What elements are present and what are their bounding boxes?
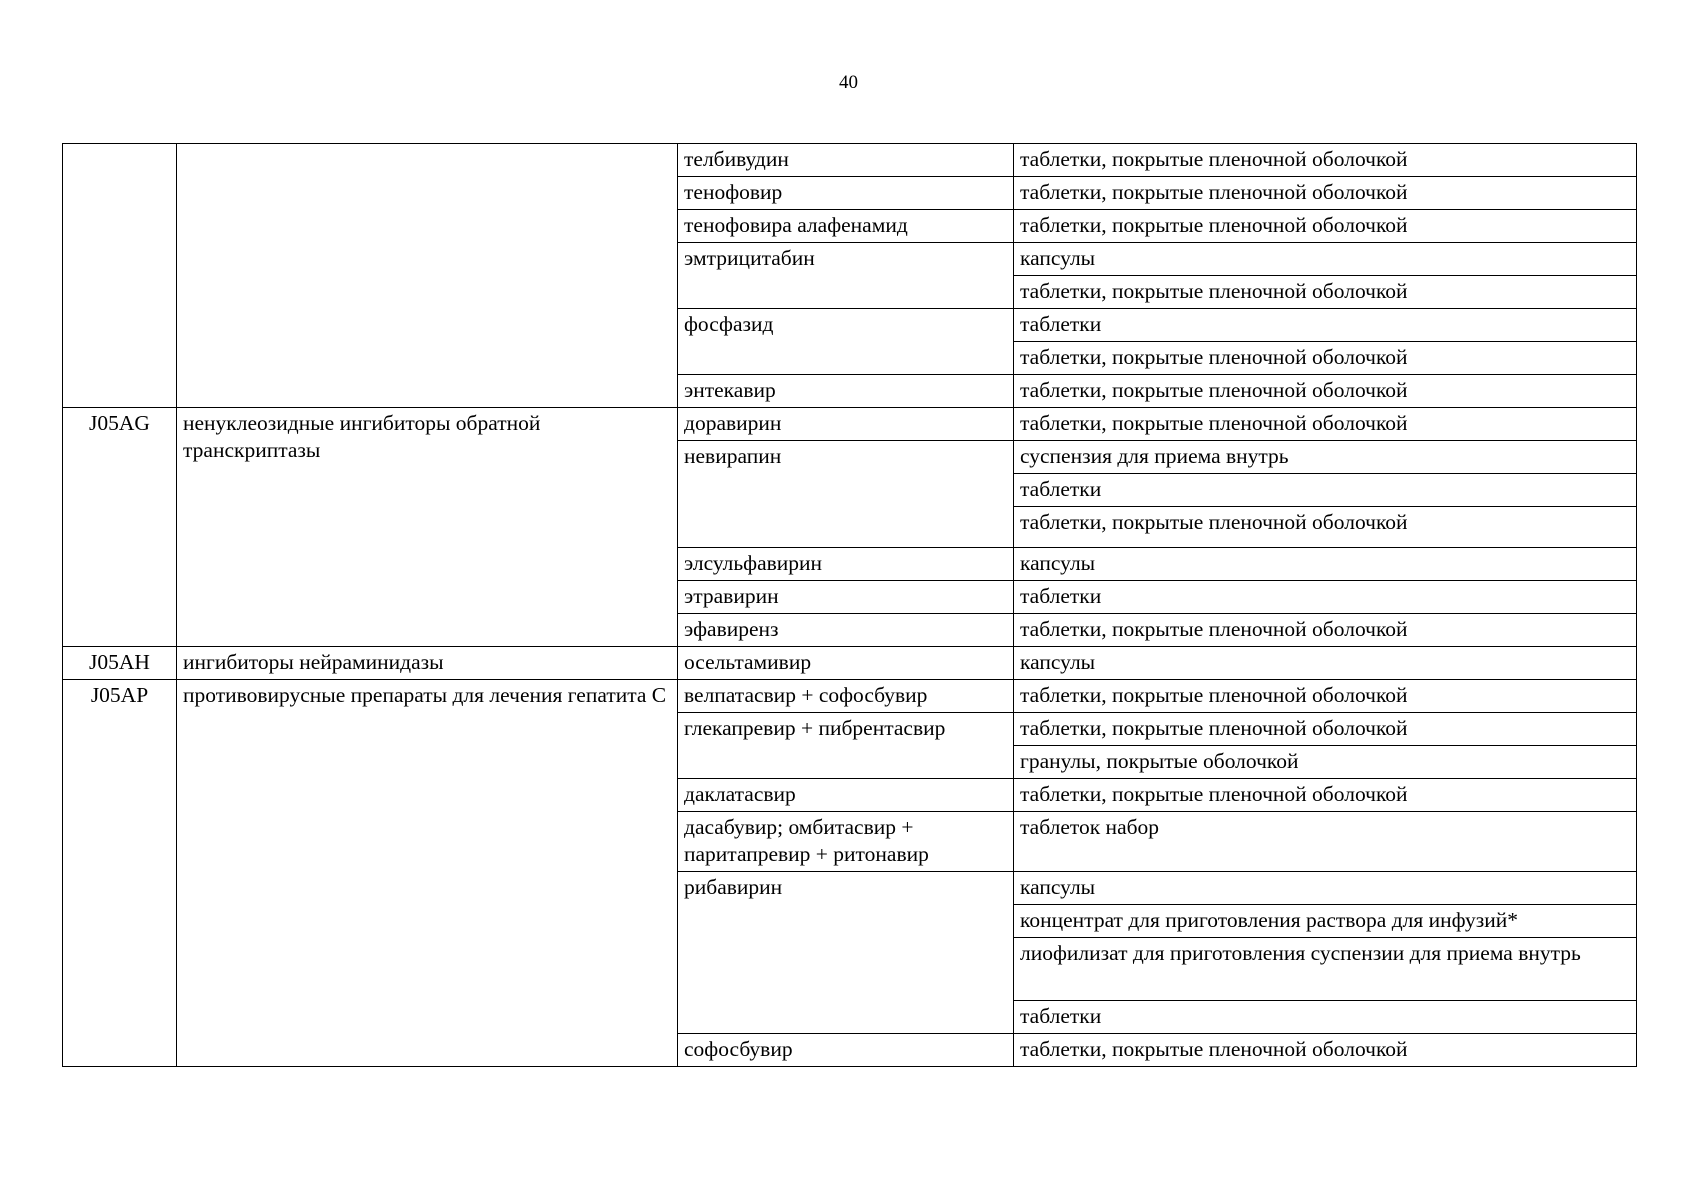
drug-name-cell: этравирин	[678, 581, 1014, 614]
drug-name-cell: телбивудин	[678, 144, 1014, 177]
dosage-form-cell: таблетки	[1014, 309, 1637, 342]
dosage-form-cell: таблетки, покрытые пленочной оболочкой	[1014, 1034, 1637, 1067]
dosage-form-cell: таблетки, покрытые пленочной оболочкой	[1014, 375, 1637, 408]
drug-name-cell: глекапревир + пибрентасвир	[678, 713, 1014, 779]
dosage-form-cell: капсулы	[1014, 647, 1637, 680]
drug-name-cell: велпатасвир + софосбувир	[678, 680, 1014, 713]
table-row	[63, 647, 1637, 680]
dosage-form-cell: капсулы	[1014, 243, 1637, 276]
drug-name-cell: элсульфавирин	[678, 548, 1014, 581]
drug-name-cell: энтекавир	[678, 375, 1014, 408]
atc-code-cell: J05AH	[63, 647, 177, 680]
dosage-form-cell: таблетки, покрытые пленочной оболочкой	[1014, 779, 1637, 812]
group-name-cell: ингибиторы нейраминидазы	[177, 647, 678, 680]
dosage-form-cell: концентрат для приготовления раствора для инфузий*	[1014, 905, 1637, 938]
dosage-form-cell: капсулы	[1014, 548, 1637, 581]
drug-name-cell: невирапин	[678, 441, 1014, 548]
dosage-form-cell: таблетки, покрытые пленочной оболочкой	[1014, 144, 1637, 177]
page-number: 40	[839, 72, 858, 93]
dosage-form-cell: таблетки, покрытые пленочной оболочкой	[1014, 680, 1637, 713]
atc-code-cell: J05AP	[63, 680, 177, 1067]
dosage-form-cell: таблетки, покрытые пленочной оболочкой	[1014, 342, 1637, 375]
table-row	[63, 680, 1637, 713]
drug-table-body	[63, 144, 1637, 1067]
drug-name-cell: рибавирин	[678, 872, 1014, 1034]
drug-name-cell: осельтамивир	[678, 647, 1014, 680]
dosage-form-cell: капсулы	[1014, 872, 1637, 905]
dosage-form-cell: суспензия для приема внутрь	[1014, 441, 1637, 474]
drug-table	[62, 143, 1637, 1067]
atc-code-cell	[63, 144, 177, 408]
drug-name-cell: дасабувир; омбитасвир + паритапревир + ритонавир	[678, 812, 1014, 872]
drug-name-cell: фосфазид	[678, 309, 1014, 375]
dosage-form-cell: таблеток набор	[1014, 812, 1637, 872]
dosage-form-cell: таблетки, покрытые пленочной оболочкой	[1014, 408, 1637, 441]
drug-name-cell: даклатасвир	[678, 779, 1014, 812]
table-row	[63, 408, 1637, 441]
atc-code-cell: J05AG	[63, 408, 177, 647]
drug-name-cell: эмтрицитабин	[678, 243, 1014, 309]
dosage-form-cell: таблетки	[1014, 474, 1637, 507]
table-row	[63, 144, 1637, 177]
drug-name-cell: тенофовира алафенамид	[678, 210, 1014, 243]
dosage-form-cell: таблетки, покрытые пленочной оболочкой	[1014, 614, 1637, 647]
group-name-cell: противовирусные препараты для лечения гепатита С	[177, 680, 678, 1067]
dosage-form-cell: таблетки, покрытые пленочной оболочкой	[1014, 276, 1637, 309]
dosage-form-cell: таблетки, покрытые пленочной оболочкой	[1014, 177, 1637, 210]
drug-name-cell: доравирин	[678, 408, 1014, 441]
group-name-cell	[177, 144, 678, 408]
dosage-form-cell: таблетки, покрытые пленочной оболочкой	[1014, 713, 1637, 746]
dosage-form-cell: таблетки	[1014, 581, 1637, 614]
dosage-form-cell: таблетки, покрытые пленочной оболочкой	[1014, 507, 1637, 548]
drug-name-cell: софосбувир	[678, 1034, 1014, 1067]
dosage-form-cell: лиофилизат для приготовления суспензии для приема внутрь	[1014, 938, 1637, 1001]
dosage-form-cell: гранулы, покрытые оболочкой	[1014, 746, 1637, 779]
dosage-form-cell: таблетки, покрытые пленочной оболочкой	[1014, 210, 1637, 243]
group-name-cell: ненуклеозидные ингибиторы обратной транскриптазы	[177, 408, 678, 647]
drug-name-cell: эфавиренз	[678, 614, 1014, 647]
dosage-form-cell: таблетки	[1014, 1001, 1637, 1034]
drug-name-cell: тенофовир	[678, 177, 1014, 210]
